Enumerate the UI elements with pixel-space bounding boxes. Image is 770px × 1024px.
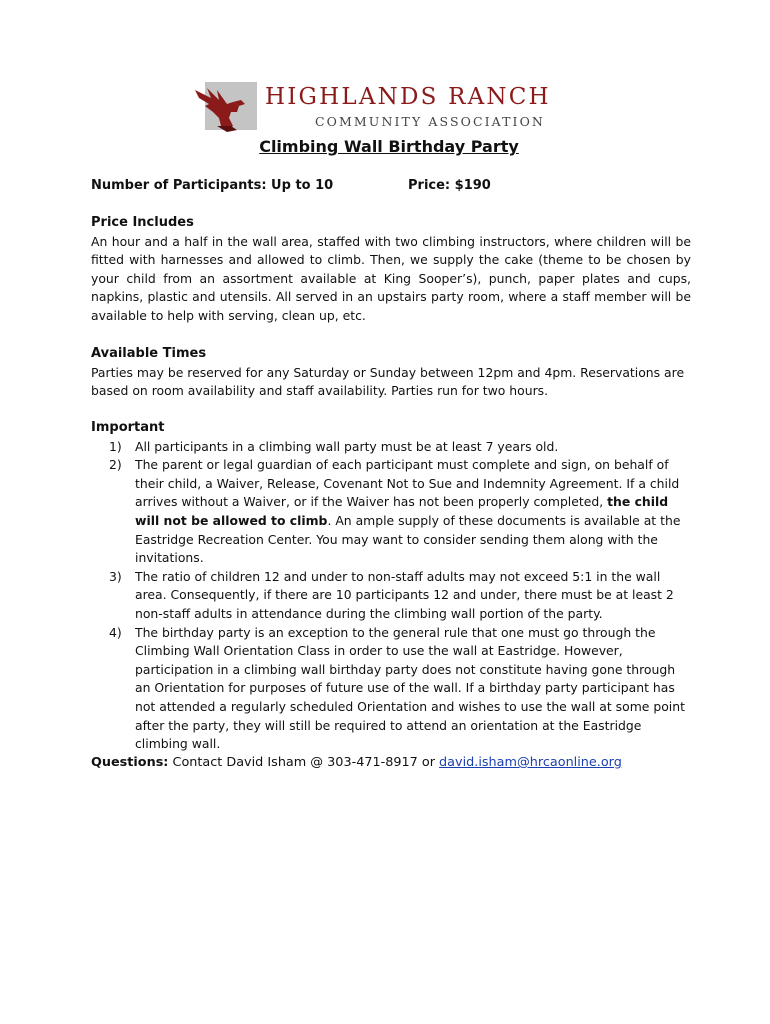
important-list bbox=[91, 438, 691, 754]
list-item bbox=[135, 438, 691, 457]
price-includes-section bbox=[91, 214, 691, 326]
org-name-line2: COMMUNITY ASSOCIATION bbox=[315, 114, 545, 129]
org-logo bbox=[193, 82, 593, 134]
important-item-2-part1: The parent or legal guardian of each participant must complete and sign, on behalf of their child, a Waiver, Release, Covenant Not to Sue and Indemnity Agreement. If a child arrives without a Waiver, or if the Waiver has not been properly completed, bbox=[135, 457, 680, 510]
org-name-line1: HIGHLANDS RANCH bbox=[265, 84, 551, 110]
important-item-4: The birthday party is an exception to the general rule that one must go through the Climbing Wall Orientation Class in order to use the wall at Eastridge. However, participation in a climbing wall birthday party does not constitute having gone through an Orientation for purposes of future use of the wall. If a birthday party participant has not attended a regularly scheduled Orientation and wishes to use the wall at some point after the party, they will still be required to attend an orientation at the Eastridge climbing wall. bbox=[135, 624, 685, 752]
questions-line bbox=[91, 755, 622, 770]
list-item bbox=[135, 568, 691, 624]
price-summary: Price: $190 bbox=[408, 178, 491, 193]
price-includes-body: An hour and a half in the wall area, staffed with two climbing instructors, where children will be fitted with harnesses and allowed to climb. Then, we supply the cake (theme to be chosen by your child from an assortment available at King Sooper’s), punch, paper plates and cups, napkins, plastic and utensils. All served in an upstairs party room, where a staff member will be available to help with serving, clean up, etc. bbox=[91, 233, 691, 323]
eagle-logo-icon bbox=[193, 82, 263, 134]
page-title: Climbing Wall Birthday Party bbox=[259, 137, 519, 156]
important-heading: Important bbox=[91, 420, 165, 435]
price-includes-heading: Price Includes bbox=[91, 215, 194, 230]
available-times-heading: Available Times bbox=[91, 346, 207, 361]
list-item bbox=[135, 456, 691, 568]
contact-email-link[interactable]: david.isham@hrcaonline.org bbox=[439, 755, 622, 770]
important-item-3: The ratio of children 12 and under to non-staff adults may not exceed 5:1 in the wall area. Consequently, if there are 10 participants 12 and under, there must be at least 2 non-staff adults in attendance during the climbing wall portion of the party. bbox=[135, 568, 674, 621]
important-item-1: All participants in a climbing wall party must be at least 7 years old. bbox=[135, 438, 559, 454]
available-times-section bbox=[91, 345, 691, 401]
important-item-2-bold: the child will not be allowed to climb bbox=[135, 494, 669, 528]
available-times-body: Parties may be reserved for any Saturday or Sunday between 12pm and 4pm. Reservations are based on room availability and staff availability. Parties run for two hours. bbox=[91, 364, 685, 399]
list-item bbox=[135, 624, 691, 754]
participants-summary: Number of Participants: Up to 10 bbox=[91, 178, 334, 193]
important-item-2-part2: . An ample supply of these documents is available at the Eastridge Recreation Center. You may want to consider sending them along with the invitations. bbox=[135, 512, 681, 566]
questions-text: Contact David Isham @ 303-471-8917 or bbox=[168, 755, 440, 770]
important-section bbox=[91, 419, 691, 754]
questions-label: Questions: bbox=[91, 755, 169, 770]
